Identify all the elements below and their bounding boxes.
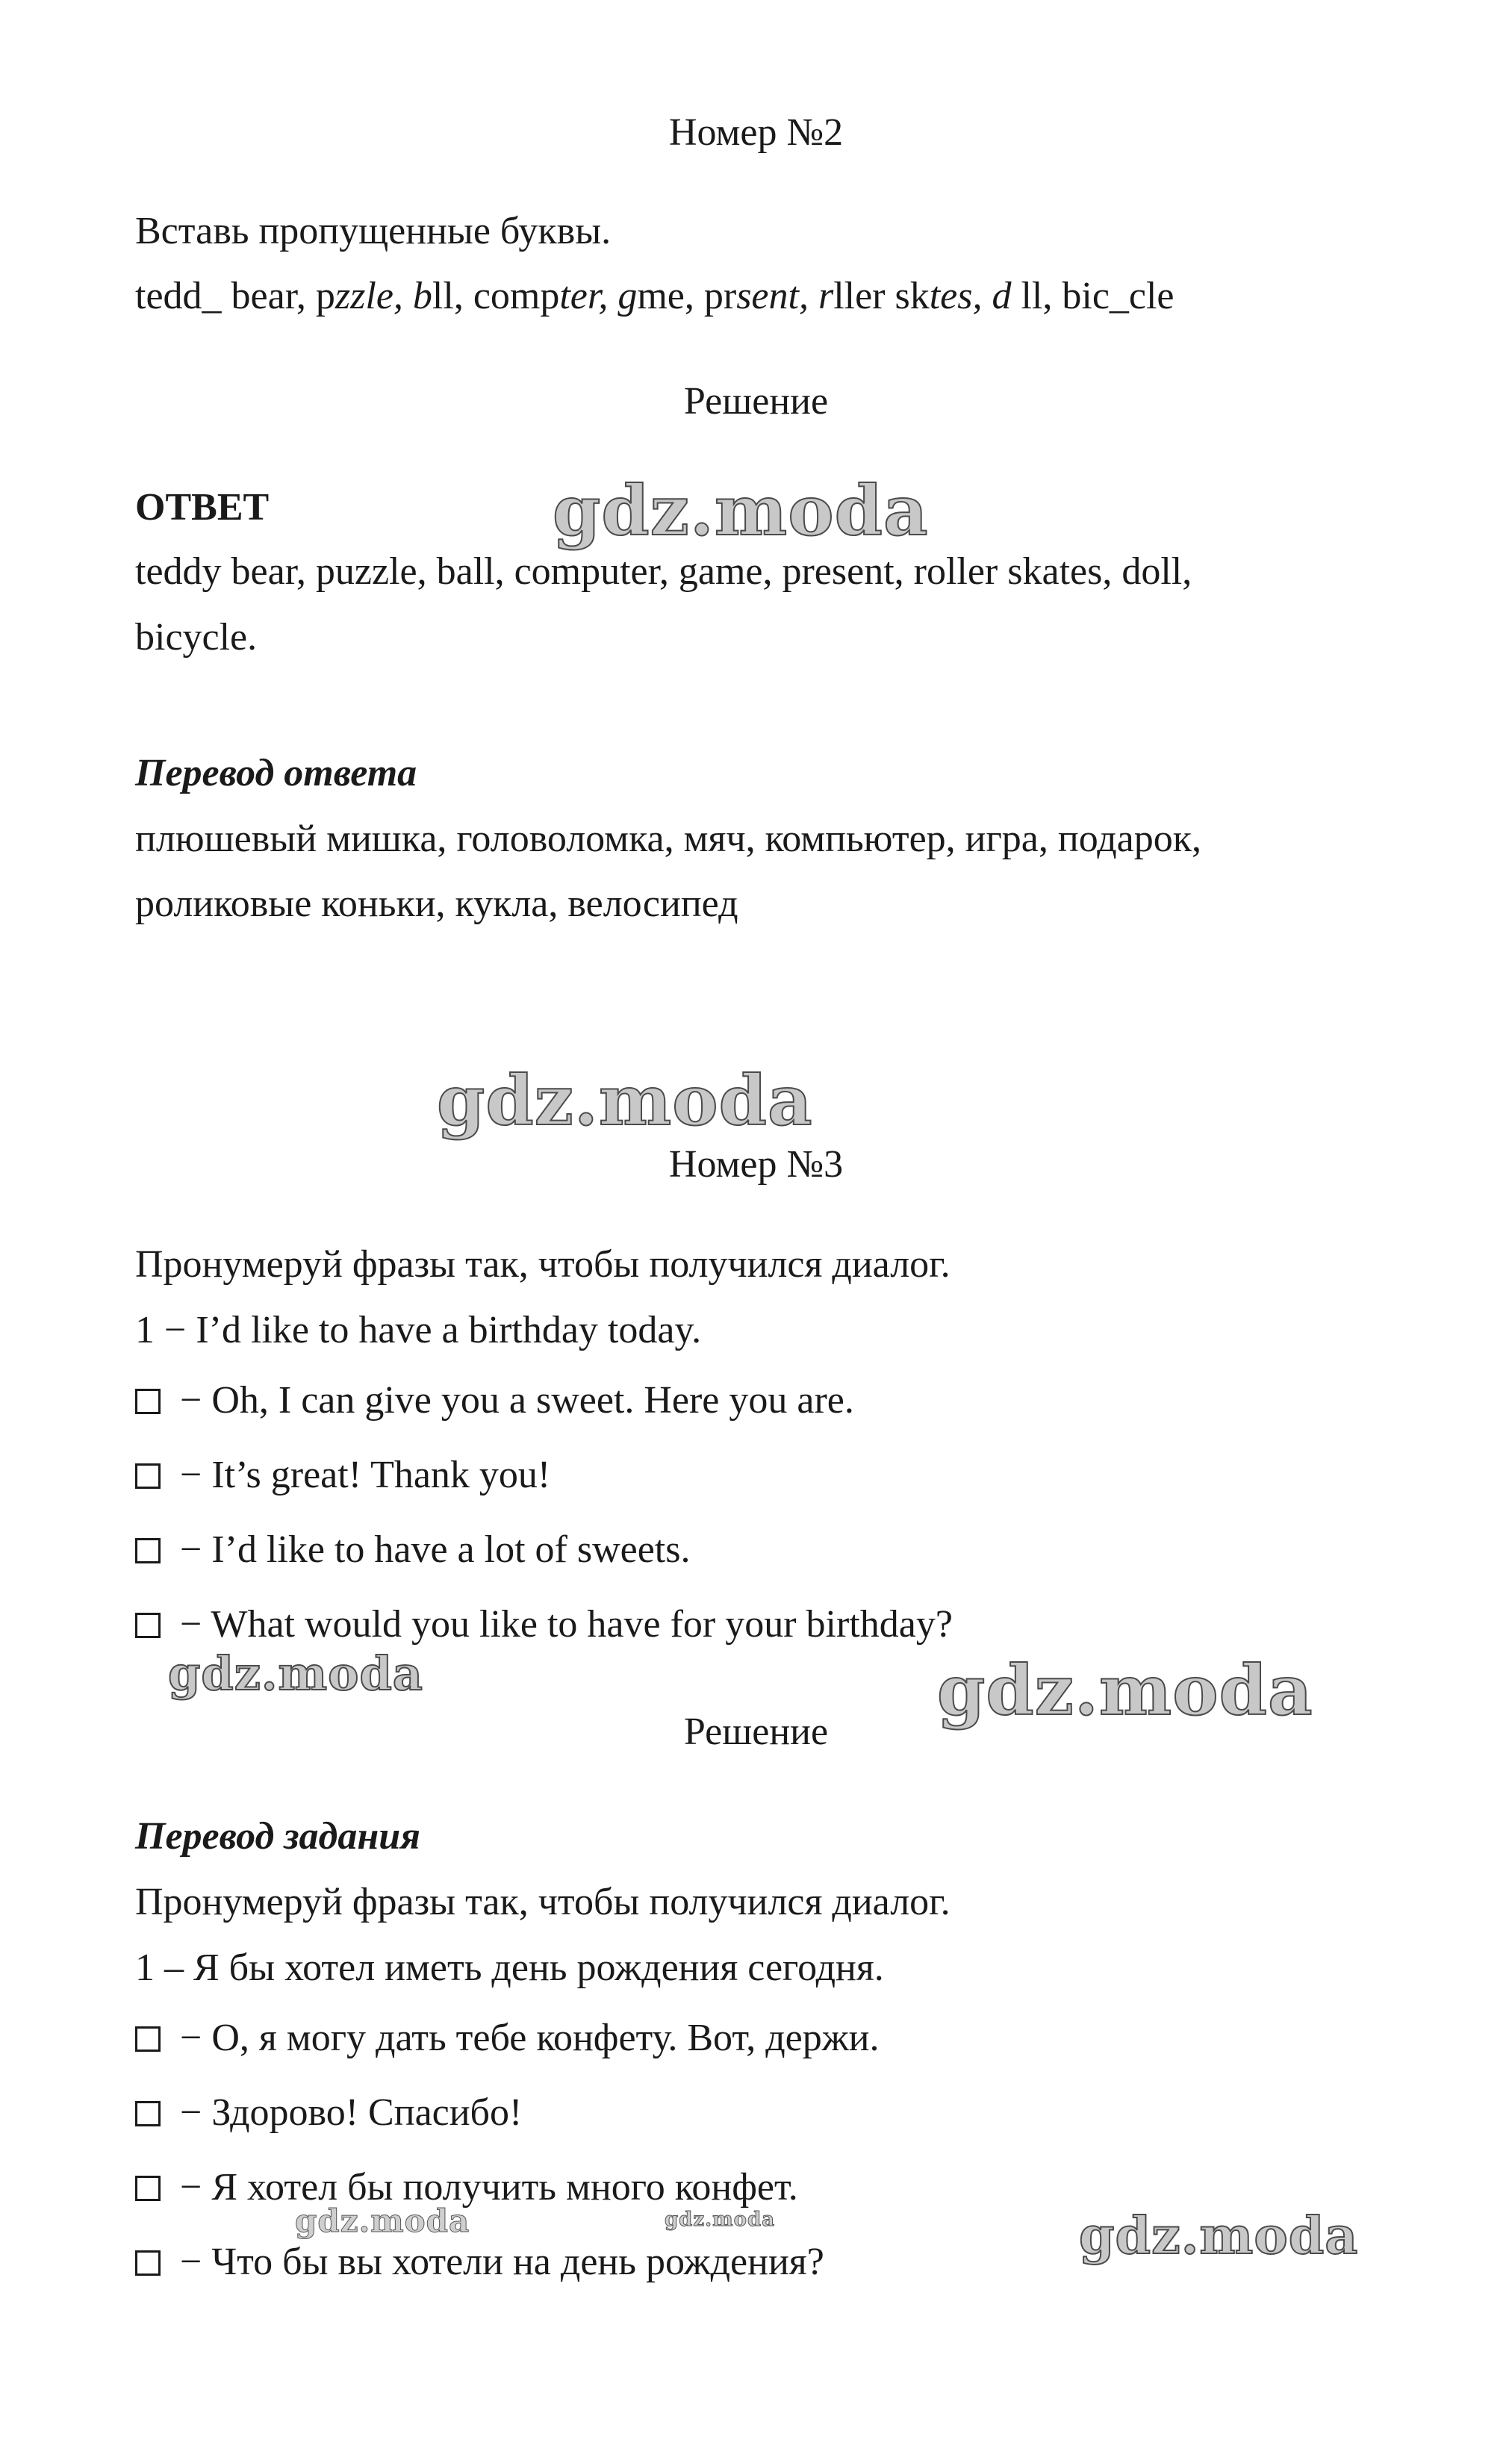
checkbox-empty	[135, 2176, 161, 2201]
checkbox-empty	[135, 1389, 161, 1414]
task2-answer-line: bicycle.	[135, 616, 258, 659]
task2-solution-label: Решение	[683, 380, 829, 423]
watermark: gdz.moda	[437, 1060, 813, 1141]
checkbox-empty	[135, 2026, 161, 2052]
task3-translation-label: Перевод задания	[135, 1815, 420, 1858]
translation-item	[135, 2091, 522, 2135]
task3-translation-line-1: 1 – Я бы хотел иметь день рождения сегодня.	[135, 1946, 884, 1989]
watermark: gdz.moda	[937, 1650, 1313, 1731]
watermark: gdz.moda	[665, 2209, 776, 2231]
dialog-item	[135, 1453, 550, 1498]
watermark: gdz.moda	[553, 470, 929, 551]
dialog-item	[135, 1378, 854, 1423]
translation-item	[135, 2016, 879, 2061]
checkbox-empty	[135, 1538, 161, 1563]
dialog-item-text: − What would you like to have for your birthday?	[180, 1603, 953, 1646]
exercise-part: zzle, b	[335, 275, 432, 317]
task2-translation-line: плюшевый мишка, головоломка, мяч, компьютер, игра, подарок,	[135, 818, 1202, 860]
checkbox-empty	[135, 1613, 161, 1638]
dialog-item-text: − I’d like to have a lot of sweets.	[180, 1528, 691, 1571]
translation-item-text: − Я хотел бы получить много конфет.	[180, 2166, 798, 2209]
translation-item	[135, 2165, 798, 2210]
task3-translation-instruction: Пронумеруй фразы так, чтобы получился диалог.	[135, 1881, 951, 1923]
exercise-part: ter, g	[559, 275, 638, 317]
task2-heading: Номер №2	[668, 111, 844, 154]
dialog-item-text: − Oh, I can give you a sweet. Here you are.	[180, 1379, 854, 1422]
dialog-item	[135, 1528, 690, 1572]
translation-item	[135, 2240, 824, 2285]
translation-item-text: − Здорово! Спасибо!	[180, 2091, 523, 2134]
watermark: gdz.moda	[1079, 2206, 1359, 2266]
task2-exercise	[135, 274, 1175, 319]
translation-item-text: − О, я могу дать тебе конфету. Вот, держи.	[180, 2017, 880, 2059]
checkbox-empty	[135, 1463, 161, 1489]
dialog-item	[135, 1602, 953, 1647]
exercise-part: tedd_ bear, p	[135, 275, 335, 317]
task3-instruction: Пронумеруй фразы так, чтобы получился диалог.	[135, 1243, 951, 1286]
exercise-part: ll, comp	[432, 275, 560, 317]
task2-translation-label: Перевод ответа	[135, 752, 417, 794]
exercise-part: tes, d	[929, 275, 1012, 317]
task2-instruction: Вставь пропущенные буквы.	[135, 210, 612, 252]
watermark: gdz.moda	[295, 2203, 470, 2239]
exercise-part: me, pr	[637, 275, 737, 317]
exercise-part: ller sk	[833, 275, 930, 317]
checkbox-empty	[135, 2250, 161, 2276]
task3-heading: Номер №3	[668, 1143, 844, 1186]
watermark: gdz.moda	[168, 1646, 423, 1701]
task2-answer-line: teddy bear, puzzle, ball, computer, game, present, roller skates, doll,	[135, 550, 1192, 593]
task3-line-1: 1 − I’d like to have a birthday today.	[135, 1309, 702, 1351]
exercise-part: ll, bic_cle	[1011, 275, 1175, 317]
task2-answer-label: ОТВЕТ	[135, 486, 270, 529]
exercise-part: sent, r	[736, 275, 834, 317]
dialog-item-text: − It’s great! Thank you!	[180, 1454, 551, 1496]
task2-translation-line: роликовые коньки, кукла, велосипед	[135, 883, 738, 925]
translation-item-text: − Что бы вы хотели на день рождения?	[180, 2241, 824, 2283]
task3-solution-label: Решение	[683, 1711, 829, 1753]
checkbox-empty	[135, 2101, 161, 2126]
